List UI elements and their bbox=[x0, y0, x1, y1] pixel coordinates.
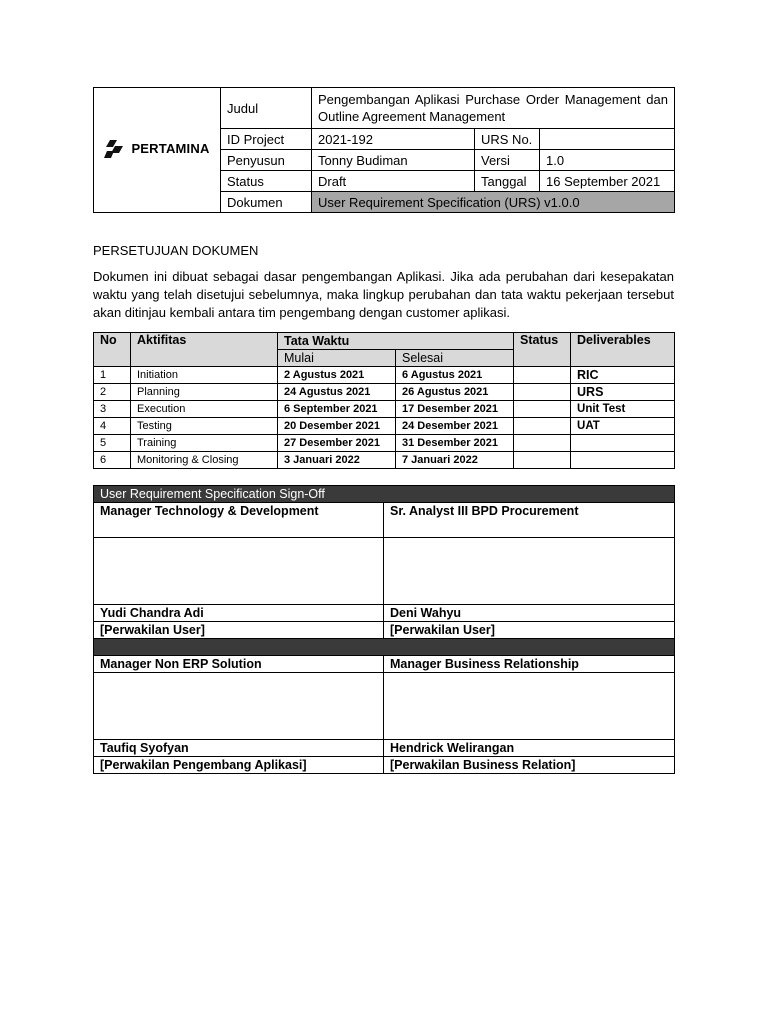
row-deliverables: Unit Test bbox=[571, 401, 675, 418]
row-no: 2 bbox=[94, 384, 131, 401]
row-status bbox=[514, 384, 571, 401]
tanggal-label: Tanggal bbox=[475, 171, 540, 192]
logo-text: PERTAMINA bbox=[131, 141, 210, 156]
signer-name-left: Taufiq Syofyan bbox=[94, 740, 384, 757]
row-mulai: 3 Januari 2022 bbox=[278, 452, 396, 469]
table-row bbox=[94, 452, 675, 469]
row-status bbox=[514, 367, 571, 384]
row-status bbox=[514, 435, 571, 452]
signer-name-right: Deni Wahyu bbox=[384, 605, 675, 622]
signature-area-left bbox=[94, 538, 384, 605]
signature-area-left bbox=[94, 673, 384, 740]
row-no: 5 bbox=[94, 435, 131, 452]
row-aktifitas: Testing bbox=[131, 418, 278, 435]
col-header-deliverables: Deliverables bbox=[571, 333, 675, 367]
row-status bbox=[514, 452, 571, 469]
row-aktifitas: Monitoring & Closing bbox=[131, 452, 278, 469]
table-row bbox=[94, 384, 675, 401]
status-label: Status bbox=[221, 171, 312, 192]
signoff-role-right: Manager Business Relationship bbox=[384, 656, 675, 673]
row-no: 1 bbox=[94, 367, 131, 384]
signer-name-right: Hendrick Welirangan bbox=[384, 740, 675, 757]
signer-rep-left: [Perwakilan User] bbox=[94, 622, 384, 639]
row-aktifitas: Execution bbox=[131, 401, 278, 418]
row-selesai: 26 Agustus 2021 bbox=[396, 384, 514, 401]
row-deliverables bbox=[571, 435, 675, 452]
signature-area-right bbox=[384, 673, 675, 740]
signoff-title: User Requirement Specification Sign-Off bbox=[94, 486, 675, 503]
row-selesai: 17 Desember 2021 bbox=[396, 401, 514, 418]
signer-rep-left: [Perwakilan Pengembang Aplikasi] bbox=[94, 757, 384, 774]
row-mulai: 27 Desember 2021 bbox=[278, 435, 396, 452]
signer-rep-right: [Perwakilan User] bbox=[384, 622, 675, 639]
signer-rep-right: [Perwakilan Business Relation] bbox=[384, 757, 675, 774]
row-deliverables: RIC bbox=[571, 367, 675, 384]
table-row bbox=[94, 435, 675, 452]
signoff-role-left: Manager Non ERP Solution bbox=[94, 656, 384, 673]
judul-label: Judul bbox=[221, 88, 312, 129]
versi-label: Versi bbox=[475, 150, 540, 171]
table-row bbox=[94, 418, 675, 435]
section-title: PERSETUJUAN DOKUMEN bbox=[93, 243, 259, 258]
table-row bbox=[94, 401, 675, 418]
row-deliverables: URS bbox=[571, 384, 675, 401]
signoff-role-right: Sr. Analyst III BPD Procurement bbox=[384, 503, 675, 538]
row-aktifitas: Initiation bbox=[131, 367, 278, 384]
signoff-table bbox=[93, 485, 675, 774]
row-mulai: 24 Agustus 2021 bbox=[278, 384, 396, 401]
row-no: 3 bbox=[94, 401, 131, 418]
row-mulai: 20 Desember 2021 bbox=[278, 418, 396, 435]
col-header-tata-waktu: Tata Waktu bbox=[278, 333, 514, 350]
judul-value: Pengembangan Aplikasi Purchase Order Management dan Outline Agreement Management bbox=[312, 88, 675, 129]
dokumen-label: Dokumen bbox=[221, 192, 312, 213]
row-selesai: 6 Agustus 2021 bbox=[396, 367, 514, 384]
urs-no-value bbox=[540, 129, 675, 150]
row-selesai: 31 Desember 2021 bbox=[396, 435, 514, 452]
urs-no-label: URS No. bbox=[475, 129, 540, 150]
penyusun-label: Penyusun bbox=[221, 150, 312, 171]
col-header-no: No bbox=[94, 333, 131, 367]
pertamina-logo-icon bbox=[104, 139, 126, 159]
penyusun-value: Tonny Budiman bbox=[312, 150, 475, 171]
pertamina-logo bbox=[104, 139, 209, 159]
row-selesai: 24 Desember 2021 bbox=[396, 418, 514, 435]
dokumen-value: User Requirement Specification (URS) v1.0.0 bbox=[312, 192, 675, 213]
signoff-role-left: Manager Technology & Development bbox=[94, 503, 384, 538]
table-row bbox=[94, 367, 675, 384]
col-header-selesai: Selesai bbox=[396, 350, 514, 367]
row-status bbox=[514, 401, 571, 418]
versi-value: 1.0 bbox=[540, 150, 675, 171]
row-selesai: 7 Januari 2022 bbox=[396, 452, 514, 469]
tanggal-value: 16 September 2021 bbox=[540, 171, 675, 192]
row-status bbox=[514, 418, 571, 435]
row-no: 6 bbox=[94, 452, 131, 469]
signer-name-left: Yudi Chandra Adi bbox=[94, 605, 384, 622]
row-deliverables: UAT bbox=[571, 418, 675, 435]
intro-paragraph: Dokumen ini dibuat sebagai dasar pengembangan Aplikasi. Jika ada perubahan dari kesepakatan waktu yang telah disetujui sebelumnya, maka lingkup perubahan dan tata waktu pekerjaan tersebut akan ditinjau kembali antara tim pengembang dengan customer aplikasi. bbox=[93, 269, 674, 320]
signoff-divider bbox=[94, 639, 675, 656]
row-aktifitas: Training bbox=[131, 435, 278, 452]
col-header-status: Status bbox=[514, 333, 571, 367]
row-mulai: 2 Agustus 2021 bbox=[278, 367, 396, 384]
status-value: Draft bbox=[312, 171, 475, 192]
id-project-label: ID Project bbox=[221, 129, 312, 150]
document-header-table bbox=[93, 87, 675, 213]
row-aktifitas: Planning bbox=[131, 384, 278, 401]
signature-area-right bbox=[384, 538, 675, 605]
row-no: 4 bbox=[94, 418, 131, 435]
id-project-value: 2021-192 bbox=[312, 129, 475, 150]
logo-cell bbox=[94, 88, 221, 213]
schedule-table bbox=[93, 332, 675, 469]
row-mulai: 6 September 2021 bbox=[278, 401, 396, 418]
row-deliverables bbox=[571, 452, 675, 469]
col-header-aktifitas: Aktifitas bbox=[131, 333, 278, 367]
col-header-mulai: Mulai bbox=[278, 350, 396, 367]
